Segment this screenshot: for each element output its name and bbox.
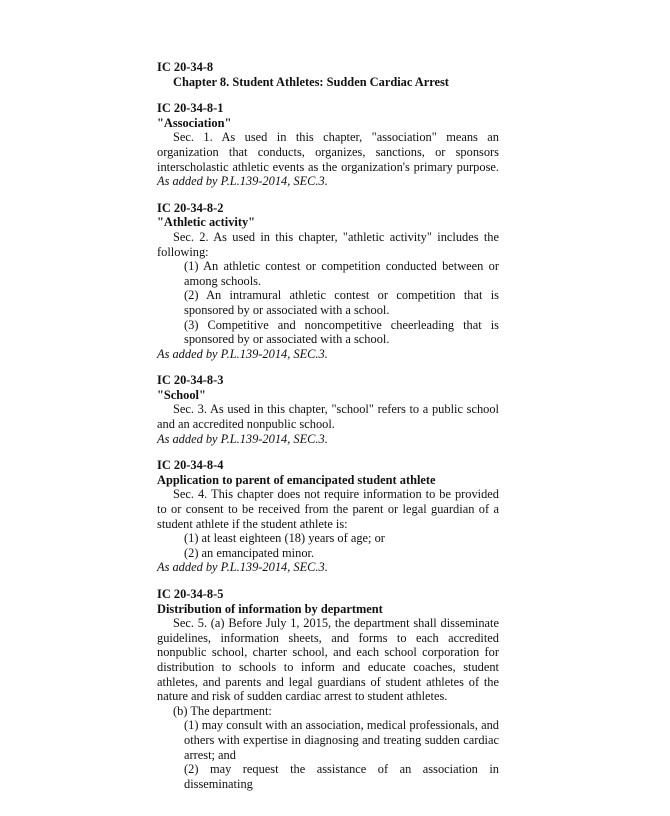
- section-clause-line: (2) may request the assistance of an association in disseminating: [184, 762, 499, 791]
- section-text-line: interscholastic athletic events as the organization's primary purpose.: [157, 159, 499, 174]
- section-clause-line: among schools.: [184, 273, 262, 288]
- section-text-line: and an accredited nonpublic school.: [157, 417, 335, 432]
- section-clause-line: sponsored by or associated with a school.: [184, 332, 390, 347]
- section-heading: Application to parent of emancipated student athlete: [157, 472, 436, 487]
- section-clause-line: (1) An athletic contest or competition conducted between or: [184, 259, 499, 274]
- section-1: [157, 101, 499, 189]
- section-text-line: distribution to schools to inform and educate coaches, student: [157, 659, 499, 674]
- section-text-line: following:: [157, 244, 209, 259]
- section-5: [157, 587, 499, 791]
- section-history: As added by P.L.139-2014, SEC.3.: [157, 174, 328, 189]
- section-text-line: Sec. 4. This chapter does not require information to be provided: [173, 487, 499, 502]
- section-clause-line: sponsored by or associated with a school.: [184, 302, 390, 317]
- section-text-line: Sec. 2. As used in this chapter, "athletic activity" includes the: [173, 229, 499, 244]
- section-history: As added by P.L.139-2014, SEC.3.: [157, 346, 328, 361]
- section-text-line: athletes, and parents and legal guardians of student athletes of the: [157, 674, 499, 689]
- section-clause-line: (1) may consult with an association, medical professionals, and: [184, 718, 499, 733]
- section-clause-line: others with expertise in diagnosing and treating sudden cardiac: [184, 732, 499, 747]
- section-text-line: to or consent to be received from the parent or legal guardian of a: [157, 502, 499, 517]
- section-heading: "Association": [157, 115, 232, 130]
- section-text-line: nature and risk of sudden cardiac arrest to student athletes.: [157, 689, 448, 704]
- section-code: IC 20-34-8-4: [157, 458, 224, 473]
- section-text-line: guidelines, information sheets, and forms to each accredited: [157, 630, 499, 645]
- section-heading: Distribution of information by department: [157, 601, 383, 616]
- section-text-line: nonpublic school, charter school, and each school corporation for: [157, 645, 499, 660]
- chapter-code: IC 20-34-8: [157, 60, 214, 74]
- section-history: As added by P.L.139-2014, SEC.3.: [157, 431, 328, 446]
- section-code: IC 20-34-8-1: [157, 101, 224, 116]
- section-heading: "School": [157, 387, 206, 402]
- section-text-line: organization that conducts, organizes, sanctions, or sponsors: [157, 144, 499, 159]
- section-text-line: Sec. 3. As used in this chapter, "school" refers to a public school: [173, 402, 499, 417]
- section-2: [157, 201, 499, 362]
- section-code: IC 20-34-8-2: [157, 200, 224, 215]
- section-clause-line: (2) An intramural athletic contest or competition that is: [184, 288, 499, 303]
- section-4: [157, 458, 499, 575]
- section-code: IC 20-34-8-5: [157, 587, 224, 601]
- chapter-title: Chapter 8. Student Athletes: Sudden Cardiac Arrest: [173, 74, 449, 89]
- section-clause-line: (2) an emancipated minor.: [184, 545, 315, 560]
- section-clause-line: (1) at least eighteen (18) years of age; or: [184, 531, 385, 546]
- section-text-line: student athlete if the student athlete is:: [157, 516, 348, 531]
- section-clause-line: arrest; and: [184, 747, 236, 762]
- section-subsection-line: (b) The department:: [173, 703, 272, 718]
- section-history: As added by P.L.139-2014, SEC.3.: [157, 560, 328, 575]
- section-text-line: Sec. 1. As used in this chapter, "association" means an: [173, 130, 499, 145]
- section-heading: "Athletic activity": [157, 215, 256, 230]
- section-3: [157, 373, 499, 446]
- section-clause-line: (3) Competitive and noncompetitive cheerleading that is: [184, 317, 499, 332]
- section-text-line: Sec. 5. (a) Before July 1, 2015, the department shall disseminate: [173, 616, 499, 631]
- document-page: [157, 60, 499, 791]
- section-code: IC 20-34-8-3: [157, 373, 224, 388]
